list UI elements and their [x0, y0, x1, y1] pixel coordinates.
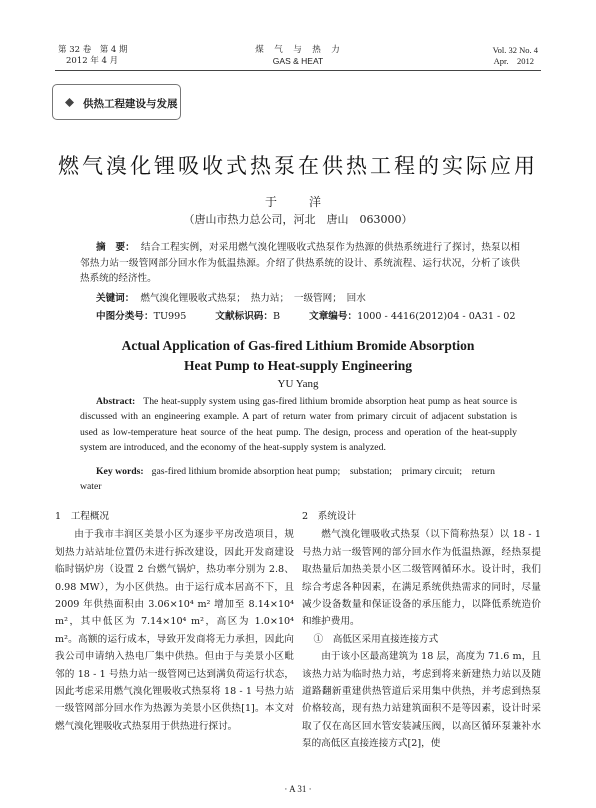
clc-group: [96, 311, 186, 322]
section2-subheading: ① 高低区采用直接连接方式: [313, 633, 439, 645]
abstract-cn-label: 摘 要：: [96, 242, 135, 253]
journal-name-en: GAS & HEAT: [272, 56, 324, 66]
doc-value: B: [272, 311, 281, 322]
keywords-en: [80, 464, 517, 495]
journal-date: 2012 年 4 月: [66, 56, 119, 66]
keywords-cn: [96, 290, 366, 304]
article-group: [309, 311, 515, 322]
body-column-right: [302, 508, 541, 753]
journal-volume-en: Vol. 32 No. 4: [492, 45, 538, 55]
english-author: YU Yang: [277, 378, 319, 390]
doc-label: 文献标识码：: [215, 311, 273, 322]
page-number: · A 31 ·: [284, 784, 312, 794]
keywords-cn-text: 燃气溴化锂吸收式热泵； 热力站； 一级管网； 回水: [140, 293, 366, 304]
header-rule: [55, 70, 541, 71]
keywords-cn-label: 关键词：: [96, 293, 135, 304]
abstract-en-label: Abstract:: [96, 396, 136, 407]
abstract-cn: [80, 240, 520, 287]
article-label: 文章编号：: [309, 311, 358, 322]
section-label-box: [52, 84, 181, 120]
english-title-line1: Actual Application of Gas-fired Lithium Bromide Absorption: [121, 338, 475, 353]
section2-heading: 2 系统设计: [302, 511, 357, 522]
abstract-cn-text: 结合工程实例，对采用燃气溴化锂吸收式热泵作为热源的供热系统进行了探讨，热泵以相邻热力站一级管网部分回水作为低温热源。介绍了供热系统的设计、系统流程、运行状况，分析了该供热系统的经济性。: [80, 242, 521, 284]
keywords-en-label: Key words:: [96, 466, 144, 477]
clc-label: 中图分类号：: [96, 311, 154, 322]
section1-heading: 1 工程概况: [55, 511, 110, 522]
section2-paragraph1: 燃气溴化锂吸收式热泵（以下简称热泵）以 18 - 1 号热力站一级管网的部分回水作为低温热源，经热泵提取热量后加热美景小区二级管网循环水。设计时，我们综合考虑各种因素，在满足系统供热需求的同时，尽量减少设备数量和保证设备的承压能力，以降低系统造价和维护费用。: [302, 529, 541, 628]
keywords-en-text: gas-fired lithium bromide absorption heat pump; substation; primary circuit; return water: [80, 466, 495, 493]
classification-line: [96, 308, 542, 322]
author-affiliation: （唐山市热力总公司，河北 唐山 063000）: [183, 213, 413, 226]
section2-paragraph2: 由于该小区最高建筑为 18 层，高度为 71.6 m，且该热力站为临时热力站，考虑到将来新建热力站以及随道路翻新重建供热管道后采用集中供热，并考虑到热泵价格较高，现有热力站建筑面积不是等因素，设计时采取了仅在高区回水管安装减压阀，以高区循环泵兼补水泵的高低区直接连接方式[2]，使: [302, 651, 541, 750]
author-name: 于 洋: [264, 195, 331, 209]
section-label: 供热工程建设与发展: [83, 98, 178, 110]
abstract-en-text: The heat-supply system using gas-fired lithium bromide absorption heat pump as heat source is discussed with an engineering example. A part of return water from primary circuit of adjacent substation is used as low-temperature heat source of the heat pump. The design, process and operation of the heat-supply system are introduced, and the economy of the heat-supply system is analyzed.: [80, 396, 517, 454]
abstract-en: [80, 394, 517, 456]
english-title-line2: Heat Pump to Heat-supply Engineering: [183, 358, 412, 373]
page-title: 燃气溴化锂吸收式热泵在供热工程的实际应用: [58, 154, 538, 178]
journal-name-cn: 煤 气 与 热 力: [255, 45, 341, 55]
diamond-icon: [65, 98, 74, 107]
journal-volume-issue: 第 32 卷 第 4 期: [58, 45, 128, 55]
section1-paragraph: 由于我市丰润区美景小区为逐步平房改造项目，规划热力站站址位置仍未进行拆改建设，因此开发商建设临时锅炉房（设置 2 台燃气锅炉，热功率分别为 2.8、0.98 MW），为小区供热。由于运行成本居高不下，且2009 年供热面积由 3.06×10⁴ m² 增加至 8.14×10⁴ m²，其中低区为 7.14×10⁴ m²，高区为 1.0×10⁴ m²。高额的运行成本，导致开发商将无力承担，因此向我公司申请纳入热电厂集中供热。但由于与美景小区毗邻的 18 - 1 号热力站一级管网已达到满负荷运行状态，因此考虑采用燃气溴化锂吸收式热泵将 18 - 1 号热力站一级管网部分回水作为热源为美景小区供热[1]。本文对燃气溴化锂吸收式热泵用于供热进行探讨。: [55, 529, 294, 732]
journal-date-en: Apr. 2012: [493, 56, 534, 66]
clc-value: TU995: [153, 311, 187, 322]
doc-group: [215, 311, 280, 322]
body-column-left: [55, 508, 294, 735]
article-value: 1000 - 4416(2012)04 - 0A31 - 02: [357, 311, 516, 322]
